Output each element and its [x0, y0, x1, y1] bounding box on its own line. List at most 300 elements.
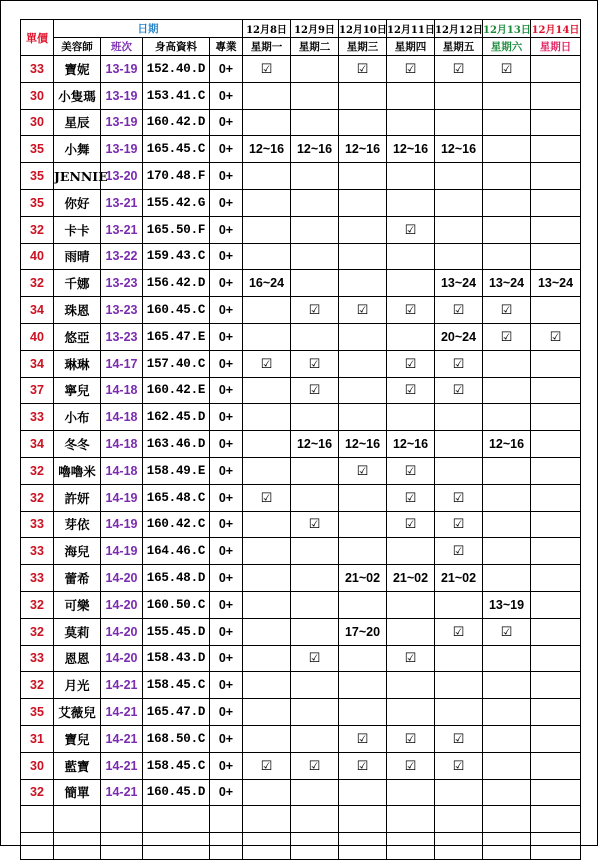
schedule-cell-sat — [483, 779, 531, 806]
major-cell: 0+ — [210, 56, 243, 83]
table-row — [21, 699, 581, 726]
name-cell: 恩恩 — [54, 645, 101, 672]
schedule-cell-mon — [243, 645, 291, 672]
major-cell: 0+ — [210, 243, 243, 270]
spec-cell: 165.48.C — [143, 484, 210, 511]
price-cell: 33 — [21, 538, 54, 565]
schedule-cell-wed: 21~02 — [339, 565, 387, 592]
header-row-dates — [21, 20, 581, 38]
schedule-cell-fri: ☑ — [435, 484, 483, 511]
schedule-cell-fri — [435, 82, 483, 109]
schedule-cell-tue — [291, 484, 339, 511]
schedule-cell-sat: 13~19 — [483, 591, 531, 618]
major-cell: 0+ — [210, 270, 243, 297]
name-cell: JENNIE — [54, 163, 101, 190]
date-header-wed: 12月10日 — [339, 20, 387, 38]
empty-cell — [143, 833, 210, 860]
shift-cell: 14-19 — [101, 511, 143, 538]
schedule-cell-sat — [483, 699, 531, 726]
schedule-cell-wed — [339, 699, 387, 726]
major-cell: 0+ — [210, 538, 243, 565]
spec-cell: 170.48.F — [143, 163, 210, 190]
schedule-cell-sun — [531, 431, 581, 458]
schedule-cell-tue: ☑ — [291, 752, 339, 779]
schedule-cell-mon — [243, 404, 291, 431]
schedule-cell-sat — [483, 216, 531, 243]
schedule-cell-wed — [339, 216, 387, 243]
schedule-cell-tue — [291, 56, 339, 83]
schedule-cell-tue — [291, 163, 339, 190]
schedule-cell-tue — [291, 404, 339, 431]
schedule-cell-mon — [243, 431, 291, 458]
schedule-cell-thu: ☑ — [387, 377, 435, 404]
spec-cell: 153.41.C — [143, 82, 210, 109]
schedule-cell-mon: ☑ — [243, 56, 291, 83]
spec-cell: 158.45.C — [143, 672, 210, 699]
table-row — [21, 457, 581, 484]
empty-cell — [54, 806, 101, 833]
price-cell: 31 — [21, 725, 54, 752]
major-cell: 0+ — [210, 699, 243, 726]
schedule-cell-wed: 12~16 — [339, 136, 387, 163]
name-cell: 藍寶 — [54, 752, 101, 779]
table-row — [21, 56, 581, 83]
spec-cell: 165.47.E — [143, 323, 210, 350]
schedule-cell-wed: ☑ — [339, 56, 387, 83]
schedule-cell-mon — [243, 591, 291, 618]
major-cell: 0+ — [210, 404, 243, 431]
name-cell: 寶妮 — [54, 56, 101, 83]
name-cell: 嚕嚕米 — [54, 457, 101, 484]
shift-cell: 13-19 — [101, 109, 143, 136]
schedule-cell-wed — [339, 350, 387, 377]
name-cell: 琳琳 — [54, 350, 101, 377]
shift-cell: 14-21 — [101, 752, 143, 779]
price-cell: 32 — [21, 457, 54, 484]
schedule-cell-sun — [531, 404, 581, 431]
schedule-cell-tue — [291, 109, 339, 136]
schedule-cell-thu — [387, 243, 435, 270]
schedule-cell-fri — [435, 109, 483, 136]
schedule-cell-wed: ☑ — [339, 297, 387, 324]
spec-cell: 164.46.C — [143, 538, 210, 565]
spec-header: 身高資料 — [143, 38, 210, 56]
price-cell: 30 — [21, 752, 54, 779]
schedule-cell-mon — [243, 565, 291, 592]
schedule-cell-tue — [291, 538, 339, 565]
schedule-cell-mon — [243, 189, 291, 216]
schedule-cell-wed — [339, 163, 387, 190]
spec-cell: 152.40.D — [143, 56, 210, 83]
empty-cell — [291, 806, 339, 833]
table-row — [21, 538, 581, 565]
table-row — [21, 216, 581, 243]
schedule-cell-mon — [243, 82, 291, 109]
schedule-cell-sun — [531, 645, 581, 672]
schedule-cell-tue: ☑ — [291, 377, 339, 404]
major-cell: 0+ — [210, 431, 243, 458]
schedule-cell-sat: ☑ — [483, 56, 531, 83]
price-cell: 35 — [21, 189, 54, 216]
major-cell: 0+ — [210, 591, 243, 618]
name-cell: 雨晴 — [54, 243, 101, 270]
schedule-cell-thu — [387, 163, 435, 190]
shift-cell: 14-19 — [101, 484, 143, 511]
time-header: 班次 — [101, 38, 143, 56]
date-label-header: 日期 — [54, 20, 243, 38]
schedule-cell-mon — [243, 163, 291, 190]
schedule-cell-fri: 13~24 — [435, 270, 483, 297]
schedule-cell-fri: ☑ — [435, 752, 483, 779]
name-cell: 冬冬 — [54, 431, 101, 458]
schedule-cell-fri: ☑ — [435, 511, 483, 538]
shift-cell: 13-23 — [101, 297, 143, 324]
date-header-tue: 12月9日 — [291, 20, 339, 38]
empty-row — [21, 833, 581, 860]
name-cell: 海兒 — [54, 538, 101, 565]
major-cell: 0+ — [210, 457, 243, 484]
schedule-cell-fri — [435, 163, 483, 190]
schedule-cell-sat — [483, 163, 531, 190]
spec-cell: 155.42.G — [143, 189, 210, 216]
schedule-cell-sun — [531, 779, 581, 806]
schedule-cell-tue — [291, 457, 339, 484]
schedule-cell-mon: 16~24 — [243, 270, 291, 297]
schedule-cell-thu — [387, 404, 435, 431]
spec-cell: 160.45.D — [143, 779, 210, 806]
spec-cell: 165.47.D — [143, 699, 210, 726]
empty-cell — [483, 806, 531, 833]
major-cell: 0+ — [210, 511, 243, 538]
schedule-cell-fri: 12~16 — [435, 136, 483, 163]
schedule-cell-tue: ☑ — [291, 350, 339, 377]
schedule-cell-fri: ☑ — [435, 297, 483, 324]
spec-cell: 156.42.D — [143, 270, 210, 297]
table-row — [21, 243, 581, 270]
schedule-cell-wed: 17~20 — [339, 618, 387, 645]
major-cell: 0+ — [210, 725, 243, 752]
date-header-mon: 12月8日 — [243, 20, 291, 38]
empty-cell — [243, 833, 291, 860]
schedule-cell-thu: ☑ — [387, 484, 435, 511]
schedule-cell-fri: ☑ — [435, 618, 483, 645]
major-cell: 0+ — [210, 752, 243, 779]
schedule-cell-sun: ☑ — [531, 323, 581, 350]
schedule-cell-fri — [435, 431, 483, 458]
price-cell: 35 — [21, 163, 54, 190]
table-row — [21, 618, 581, 645]
schedule-cell-sat — [483, 538, 531, 565]
spec-cell: 160.42.D — [143, 109, 210, 136]
shift-cell: 14-21 — [101, 779, 143, 806]
schedule-cell-thu — [387, 109, 435, 136]
price-cell: 32 — [21, 779, 54, 806]
price-cell: 30 — [21, 109, 54, 136]
schedule-cell-sat — [483, 350, 531, 377]
schedule-cell-sun — [531, 350, 581, 377]
price-cell: 32 — [21, 591, 54, 618]
schedule-cell-sun — [531, 82, 581, 109]
schedule-cell-thu — [387, 538, 435, 565]
schedule-cell-wed — [339, 323, 387, 350]
schedule-cell-thu: ☑ — [387, 725, 435, 752]
schedule-cell-thu — [387, 591, 435, 618]
major-cell: 0+ — [210, 484, 243, 511]
name-cell: 簡單 — [54, 779, 101, 806]
schedule-cell-thu: ☑ — [387, 511, 435, 538]
name-cell: 月光 — [54, 672, 101, 699]
schedule-cell-sun — [531, 216, 581, 243]
price-cell: 33 — [21, 511, 54, 538]
schedule-cell-fri — [435, 672, 483, 699]
shift-cell: 13-19 — [101, 136, 143, 163]
schedule-cell-tue — [291, 725, 339, 752]
schedule-cell-sun — [531, 591, 581, 618]
shift-cell: 14-20 — [101, 565, 143, 592]
schedule-cell-mon — [243, 323, 291, 350]
table-row — [21, 323, 581, 350]
empty-cell — [291, 833, 339, 860]
major-cell: 0+ — [210, 189, 243, 216]
schedule-cell-thu: ☑ — [387, 457, 435, 484]
schedule-cell-fri — [435, 645, 483, 672]
schedule-cell-sun — [531, 457, 581, 484]
price-cell: 33 — [21, 645, 54, 672]
schedule-cell-wed — [339, 377, 387, 404]
schedule-cell-sat: ☑ — [483, 323, 531, 350]
schedule-cell-sun — [531, 752, 581, 779]
schedule-cell-sat: 12~16 — [483, 431, 531, 458]
name-header: 美容師 — [54, 38, 101, 56]
shift-cell: 14-20 — [101, 618, 143, 645]
spec-cell: 157.40.C — [143, 350, 210, 377]
price-cell: 35 — [21, 136, 54, 163]
schedule-cell-fri — [435, 404, 483, 431]
name-cell: 卡卡 — [54, 216, 101, 243]
price-cell: 34 — [21, 350, 54, 377]
spec-cell: 160.45.C — [143, 297, 210, 324]
schedule-cell-sun: 13~24 — [531, 270, 581, 297]
major-cell: 0+ — [210, 377, 243, 404]
table-row — [21, 645, 581, 672]
schedule-cell-fri: ☑ — [435, 725, 483, 752]
schedule-cell-wed — [339, 511, 387, 538]
schedule-cell-mon — [243, 779, 291, 806]
weekday-header-sun: 星期日 — [531, 38, 581, 56]
schedule-cell-thu: ☑ — [387, 752, 435, 779]
schedule-cell-wed — [339, 779, 387, 806]
schedule-cell-tue — [291, 565, 339, 592]
major-cell: 0+ — [210, 323, 243, 350]
schedule-cell-fri — [435, 243, 483, 270]
shift-cell: 13-21 — [101, 216, 143, 243]
empty-cell — [387, 806, 435, 833]
shift-cell: 13-20 — [101, 163, 143, 190]
table-row — [21, 565, 581, 592]
schedule-cell-thu — [387, 618, 435, 645]
schedule-cell-fri — [435, 779, 483, 806]
price-cell: 33 — [21, 565, 54, 592]
schedule-cell-sun — [531, 377, 581, 404]
schedule-cell-mon: 12~16 — [243, 136, 291, 163]
name-cell: 你好 — [54, 189, 101, 216]
date-header-sun: 12月14日 — [531, 20, 581, 38]
spec-cell: 160.42.C — [143, 511, 210, 538]
shift-cell: 13-19 — [101, 82, 143, 109]
schedule-cell-sat: ☑ — [483, 297, 531, 324]
schedule-cell-fri — [435, 216, 483, 243]
schedule-cell-sat — [483, 511, 531, 538]
schedule-cell-mon — [243, 672, 291, 699]
price-cell: 33 — [21, 56, 54, 83]
empty-cell — [339, 806, 387, 833]
schedule-cell-fri: ☑ — [435, 377, 483, 404]
price-cell: 35 — [21, 699, 54, 726]
schedule-cell-sat — [483, 457, 531, 484]
schedule-cell-fri: ☑ — [435, 56, 483, 83]
table-row — [21, 377, 581, 404]
schedule-cell-sat — [483, 645, 531, 672]
spec-cell: 159.43.C — [143, 243, 210, 270]
table-row — [21, 270, 581, 297]
schedule-cell-fri: ☑ — [435, 350, 483, 377]
schedule-cell-sun — [531, 243, 581, 270]
schedule-cell-wed — [339, 243, 387, 270]
price-cell: 37 — [21, 377, 54, 404]
major-cell: 0+ — [210, 163, 243, 190]
price-cell: 32 — [21, 618, 54, 645]
empty-cell — [54, 833, 101, 860]
schedule-cell-wed: 12~16 — [339, 431, 387, 458]
price-cell: 33 — [21, 404, 54, 431]
empty-cell — [483, 833, 531, 860]
shift-cell: 14-21 — [101, 672, 143, 699]
shift-cell: 14-18 — [101, 404, 143, 431]
schedule-cell-tue — [291, 591, 339, 618]
schedule-cell-thu: 12~16 — [387, 136, 435, 163]
schedule-cell-sun — [531, 136, 581, 163]
spec-cell: 160.42.E — [143, 377, 210, 404]
schedule-cell-fri: 21~02 — [435, 565, 483, 592]
schedule-cell-fri — [435, 699, 483, 726]
shift-cell: 14-21 — [101, 699, 143, 726]
schedule-cell-fri — [435, 457, 483, 484]
major-cell: 0+ — [210, 565, 243, 592]
schedule-cell-sat — [483, 404, 531, 431]
schedule-cell-wed — [339, 109, 387, 136]
empty-cell — [243, 806, 291, 833]
schedule-cell-thu: ☑ — [387, 350, 435, 377]
schedule-cell-mon — [243, 725, 291, 752]
shift-cell: 14-17 — [101, 350, 143, 377]
name-cell: 芽依 — [54, 511, 101, 538]
major-cell: 0+ — [210, 297, 243, 324]
schedule-cell-sun — [531, 189, 581, 216]
header-row-labels — [21, 38, 581, 56]
table-row — [21, 725, 581, 752]
schedule-cell-sat — [483, 82, 531, 109]
empty-cell — [435, 806, 483, 833]
name-cell: 艾薇兒 — [54, 699, 101, 726]
schedule-cell-thu — [387, 699, 435, 726]
schedule-cell-mon — [243, 109, 291, 136]
empty-cell — [531, 833, 581, 860]
major-cell: 0+ — [210, 672, 243, 699]
date-header-fri: 12月12日 — [435, 20, 483, 38]
major-cell: 0+ — [210, 618, 243, 645]
schedule-cell-tue: 12~16 — [291, 136, 339, 163]
schedule-cell-mon — [243, 699, 291, 726]
shift-cell: 14-20 — [101, 591, 143, 618]
schedule-cell-thu: 21~02 — [387, 565, 435, 592]
schedule-cell-thu — [387, 270, 435, 297]
table-row — [21, 163, 581, 190]
empty-row — [21, 806, 581, 833]
schedule-cell-mon — [243, 243, 291, 270]
spec-cell: 163.46.D — [143, 431, 210, 458]
schedule-cell-tue — [291, 323, 339, 350]
name-cell: 寶兒 — [54, 725, 101, 752]
empty-cell — [101, 833, 143, 860]
shift-cell: 14-19 — [101, 538, 143, 565]
schedule-cell-mon — [243, 538, 291, 565]
schedule-cell-mon — [243, 216, 291, 243]
empty-cell — [435, 833, 483, 860]
price-cell: 32 — [21, 484, 54, 511]
schedule-cell-sat — [483, 136, 531, 163]
schedule-cell-wed — [339, 82, 387, 109]
table-row — [21, 779, 581, 806]
schedule-cell-wed: ☑ — [339, 725, 387, 752]
shift-cell: 14-21 — [101, 725, 143, 752]
table-row — [21, 484, 581, 511]
schedule-cell-wed — [339, 591, 387, 618]
schedule-cell-sun — [531, 699, 581, 726]
schedule-cell-wed: ☑ — [339, 752, 387, 779]
spec-cell: 162.45.D — [143, 404, 210, 431]
schedule-cell-mon — [243, 511, 291, 538]
price-cell: 32 — [21, 270, 54, 297]
spec-cell: 158.49.E — [143, 457, 210, 484]
price-header: 單價 — [21, 20, 54, 56]
schedule-cell-tue — [291, 270, 339, 297]
price-cell: 40 — [21, 323, 54, 350]
schedule-cell-sun — [531, 565, 581, 592]
weekday-header-tue: 星期二 — [291, 38, 339, 56]
schedule-cell-thu: ☑ — [387, 645, 435, 672]
table-row — [21, 511, 581, 538]
schedule-cell-thu — [387, 189, 435, 216]
empty-cell — [210, 833, 243, 860]
table-row — [21, 431, 581, 458]
table-row — [21, 404, 581, 431]
major-cell: 0+ — [210, 216, 243, 243]
major-cell: 0+ — [210, 779, 243, 806]
shift-cell: 14-18 — [101, 457, 143, 484]
schedule-cell-sun — [531, 109, 581, 136]
major-cell: 0+ — [210, 109, 243, 136]
schedule-cell-thu — [387, 323, 435, 350]
schedule-cell-sat: 13~24 — [483, 270, 531, 297]
weekday-header-wed: 星期三 — [339, 38, 387, 56]
schedule-cell-sat — [483, 752, 531, 779]
weekday-header-thu: 星期四 — [387, 38, 435, 56]
schedule-cell-sun — [531, 484, 581, 511]
schedule-cell-sat — [483, 377, 531, 404]
schedule-cell-mon — [243, 377, 291, 404]
shift-cell: 13-19 — [101, 56, 143, 83]
major-cell: 0+ — [210, 82, 243, 109]
